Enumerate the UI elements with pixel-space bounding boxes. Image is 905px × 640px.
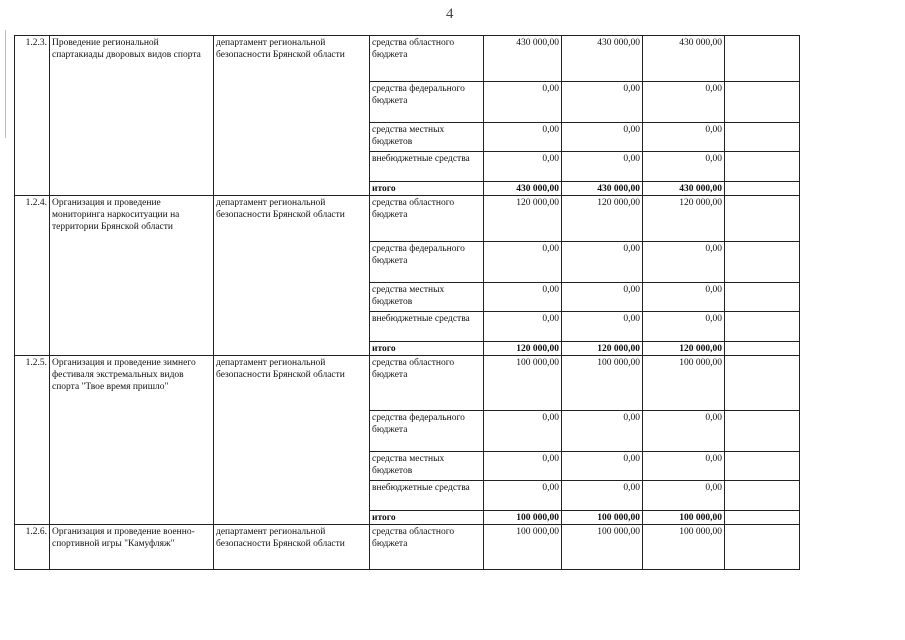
amount-cell: 0,00 <box>484 481 562 511</box>
amount-cell: 0,00 <box>484 242 562 283</box>
amount-cell: 120 000,00 <box>484 196 562 242</box>
source-label: средства местных бюджетов <box>370 452 484 481</box>
amount-cell: 0,00 <box>643 452 725 481</box>
page-number: 4 <box>446 6 454 22</box>
total-amount: 120 000,00 <box>562 342 643 356</box>
item-code: 1.2.4. <box>15 196 50 356</box>
amount-cell: 100 000,00 <box>484 525 562 570</box>
item-code: 1.2.5. <box>15 356 50 525</box>
table-row <box>15 356 800 411</box>
total-amount: 430 000,00 <box>484 182 562 196</box>
total-label: итого <box>370 511 484 525</box>
amount-cell: 0,00 <box>643 152 725 182</box>
amount-cell: 0,00 <box>643 411 725 452</box>
total-amount: 100 000,00 <box>643 511 725 525</box>
amount-cell: 0,00 <box>562 411 643 452</box>
total-amount: 430 000,00 <box>562 182 643 196</box>
amount-cell: 0,00 <box>643 123 725 152</box>
source-label: средства областного бюджета <box>370 196 484 242</box>
item-executor: департамент региональной безопасности Брянской области <box>214 525 370 570</box>
empty-cell <box>725 242 800 283</box>
amount-cell: 430 000,00 <box>643 36 725 82</box>
item-name: Организация и проведение зимнего фестиваля экстремальных видов спорта "Твое время пришло" <box>50 356 214 525</box>
total-label: итого <box>370 342 484 356</box>
amount-cell: 0,00 <box>484 82 562 123</box>
source-label: средства федерального бюджета <box>370 82 484 123</box>
amount-cell: 0,00 <box>643 481 725 511</box>
budget-table <box>14 35 800 570</box>
table-row <box>15 36 800 82</box>
empty-cell <box>725 356 800 411</box>
amount-cell: 0,00 <box>643 82 725 123</box>
empty-cell <box>725 511 800 525</box>
amount-cell: 120 000,00 <box>643 196 725 242</box>
table-row <box>15 196 800 242</box>
total-amount: 100 000,00 <box>484 511 562 525</box>
empty-cell <box>725 182 800 196</box>
empty-cell <box>725 481 800 511</box>
source-label: средства местных бюджетов <box>370 283 484 312</box>
amount-cell: 0,00 <box>484 452 562 481</box>
total-label: итого <box>370 182 484 196</box>
amount-cell: 100 000,00 <box>562 356 643 411</box>
margin-line <box>5 30 6 138</box>
source-label: средства местных бюджетов <box>370 123 484 152</box>
amount-cell: 0,00 <box>562 452 643 481</box>
amount-cell: 120 000,00 <box>562 196 643 242</box>
empty-cell <box>725 452 800 481</box>
amount-cell: 0,00 <box>484 283 562 312</box>
empty-cell <box>725 411 800 452</box>
amount-cell: 0,00 <box>562 82 643 123</box>
source-label: средства областного бюджета <box>370 356 484 411</box>
amount-cell: 0,00 <box>484 152 562 182</box>
source-label: средства областного бюджета <box>370 525 484 570</box>
amount-cell: 100 000,00 <box>484 356 562 411</box>
amount-cell: 0,00 <box>484 411 562 452</box>
source-label: внебюджетные средства <box>370 312 484 342</box>
amount-cell: 0,00 <box>562 123 643 152</box>
amount-cell: 100 000,00 <box>643 356 725 411</box>
amount-cell: 0,00 <box>562 283 643 312</box>
empty-cell <box>725 312 800 342</box>
amount-cell: 0,00 <box>562 242 643 283</box>
total-amount: 120 000,00 <box>643 342 725 356</box>
source-label: внебюджетные средства <box>370 152 484 182</box>
amount-cell: 430 000,00 <box>484 36 562 82</box>
amount-cell: 0,00 <box>562 481 643 511</box>
empty-cell <box>725 152 800 182</box>
amount-cell: 0,00 <box>562 312 643 342</box>
empty-cell <box>725 82 800 123</box>
total-amount: 120 000,00 <box>484 342 562 356</box>
empty-cell <box>725 36 800 82</box>
table-row <box>15 525 800 570</box>
amount-cell: 100 000,00 <box>643 525 725 570</box>
empty-cell <box>725 196 800 242</box>
amount-cell: 0,00 <box>643 242 725 283</box>
source-label: средства федерального бюджета <box>370 411 484 452</box>
amount-cell: 430 000,00 <box>562 36 643 82</box>
empty-cell <box>725 525 800 570</box>
amount-cell: 0,00 <box>643 283 725 312</box>
item-name: Организация и проведение военно-спортивной игры "Камуфляж" <box>50 525 214 570</box>
total-amount: 100 000,00 <box>562 511 643 525</box>
amount-cell: 0,00 <box>562 152 643 182</box>
empty-cell <box>725 283 800 312</box>
total-amount: 430 000,00 <box>643 182 725 196</box>
empty-cell <box>725 342 800 356</box>
item-name: Проведение региональной спартакиады дворовых видов спорта <box>50 36 214 196</box>
item-name: Организация и проведение мониторинга наркоситуации на территории Брянской области <box>50 196 214 356</box>
empty-cell <box>725 123 800 152</box>
source-label: внебюджетные средства <box>370 481 484 511</box>
amount-cell: 0,00 <box>484 312 562 342</box>
item-executor: департамент региональной безопасности Брянской области <box>214 36 370 196</box>
amount-cell: 0,00 <box>643 312 725 342</box>
source-label: средства областного бюджета <box>370 36 484 82</box>
source-label: средства федерального бюджета <box>370 242 484 283</box>
amount-cell: 100 000,00 <box>562 525 643 570</box>
item-executor: департамент региональной безопасности Брянской области <box>214 196 370 356</box>
item-code: 1.2.6. <box>15 525 50 570</box>
item-executor: департамент региональной безопасности Брянской области <box>214 356 370 525</box>
item-code: 1.2.3. <box>15 36 50 196</box>
amount-cell: 0,00 <box>484 123 562 152</box>
